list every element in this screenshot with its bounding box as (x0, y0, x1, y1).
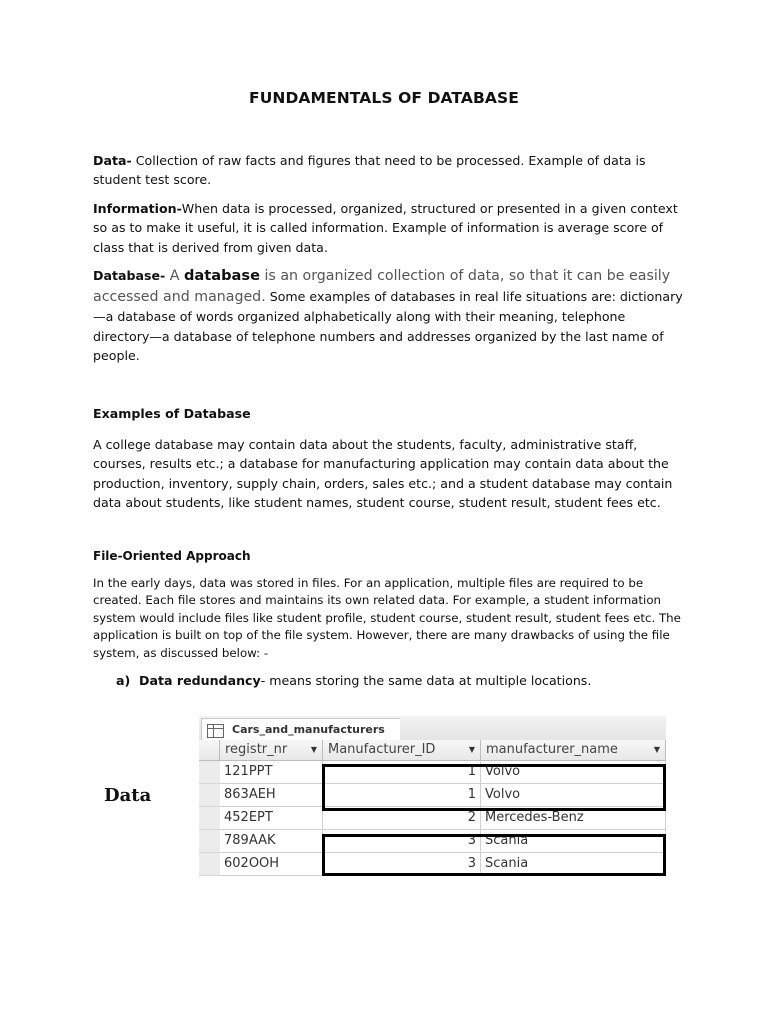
table-tab-bar (199, 716, 666, 740)
table-tab (201, 718, 400, 741)
list-marker: a) (116, 673, 131, 688)
table-cell: 863AEH (220, 784, 323, 807)
table-cell: 789AAK (220, 830, 323, 853)
database-definition (93, 266, 683, 366)
database-text: Some examples of databases in real life situations are: dictionary—a database of words organized alphabetically along with their meaning, telephone directory—a database of telephone numbers and addresses organized by the last name of people. (93, 288, 683, 364)
figure-label: Data (104, 785, 152, 806)
row-selector (199, 830, 220, 853)
redundancy-highlight-box (322, 834, 666, 876)
database-lead-a: A (165, 268, 184, 284)
table-cell: 1 (323, 784, 481, 807)
list-term: Data redundancy (139, 673, 261, 688)
table-cell: 1 (323, 761, 481, 784)
table-tab-label: Cars_and_manufacturers (232, 723, 385, 736)
examples-text: A college database may contain data about the students, faculty, administrative staff, courses, results etc.; a database for manufacturing application may contain data about the production, inventory, supply chain, orders, sales etc.; and a student database may contain data about students, like student names, student course, student result, student fees etc. (93, 437, 673, 511)
dropdown-arrow-icon: ▼ (468, 745, 475, 754)
table-cell: 121PPT (220, 761, 323, 784)
dropdown-arrow-icon: ▼ (310, 745, 317, 754)
table-cell: 3 (323, 853, 481, 876)
column-header-manufacturer-id (323, 740, 481, 761)
table-cell: 2 (323, 807, 481, 830)
data-text: Collection of raw facts and figures that need to be processed. Example of data is student test score. (93, 153, 646, 188)
row-selector (199, 853, 220, 876)
table-cell: Volvo (481, 784, 666, 807)
column-header-label: Manufacturer_ID (328, 742, 436, 757)
row-selector (199, 761, 220, 784)
redundancy-highlight-box (322, 764, 666, 811)
table-cell: 452EPT (220, 807, 323, 830)
select-all-corner (199, 740, 220, 761)
table-icon (207, 724, 224, 738)
data-definition (93, 151, 683, 190)
table-cell: Volvo (481, 761, 666, 784)
table-cell: 3 (323, 830, 481, 853)
document-title: FUNDAMENTALS OF DATABASE (249, 89, 519, 107)
row-selector (199, 807, 220, 830)
database-term: Database- (93, 268, 166, 283)
table-cell: Mercedes-Benz (481, 807, 666, 830)
database-lead-bold: database (183, 267, 260, 284)
column-header-manufacturer-name (481, 740, 666, 761)
dropdown-arrow-icon: ▼ (653, 745, 660, 754)
data-term: Data- (93, 153, 132, 168)
file-oriented-text: In the early days, data was stored in files. For an application, multiple files are required to be created. Each file stores and maintains its own related data. For example, a student information system would include files like student profile, student course, student result, student fees etc. The application is built on top of the file system. However, there are many drawbacks of using the file system, as discussed below: - (93, 576, 681, 660)
information-text: When data is processed, organized, structured or presented in a given context so as to make it useful, it is called information. Example of information is average score of class that is derived from given data. (93, 201, 678, 255)
database-table-figure (199, 716, 666, 876)
column-header-registr-nr (220, 740, 323, 761)
information-definition (93, 199, 683, 257)
table-cell: 602OOH (220, 853, 323, 876)
list-item-data-redundancy (116, 673, 591, 688)
table-cell: Scania (481, 853, 666, 876)
database-lead-b: is an organized collection of data, so that it can be easily accessed and managed. (93, 268, 671, 305)
row-selector (199, 784, 220, 807)
column-header-label: manufacturer_name (486, 742, 618, 757)
file-oriented-heading: File-Oriented Approach (93, 549, 251, 563)
information-term: Information- (93, 201, 182, 216)
list-text: - means storing the same data at multiple locations. (260, 673, 592, 688)
column-header-label: registr_nr (225, 742, 288, 757)
table-cell: Scania (481, 830, 666, 853)
examples-heading: Examples of Database (93, 406, 251, 421)
